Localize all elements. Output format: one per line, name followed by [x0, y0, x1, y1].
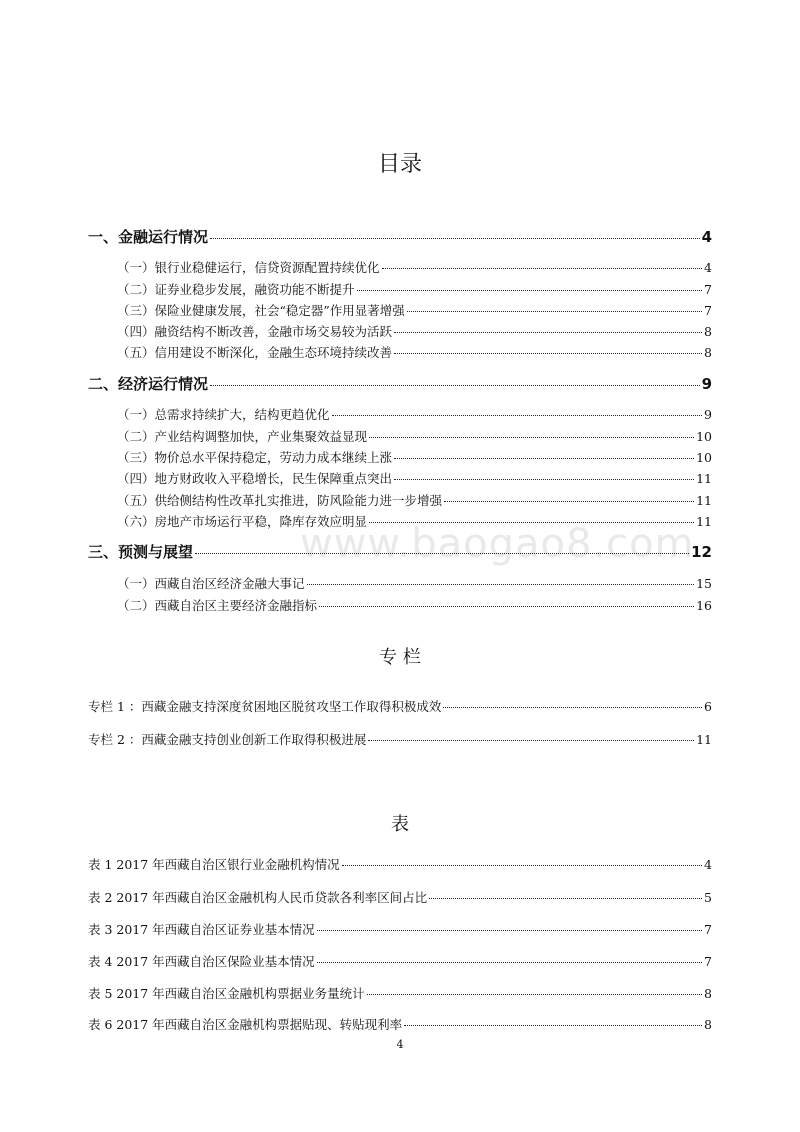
entry-page: 6 — [704, 699, 712, 714]
dot-leader — [368, 740, 694, 741]
toc-section[interactable] — [117, 258, 712, 276]
entry-page: 9 — [701, 375, 712, 393]
entry-page: 10 — [696, 450, 712, 465]
entry-page: 11 — [696, 514, 712, 529]
columns-heading: 专 栏 — [379, 647, 421, 668]
entry-label: （四）融资结构不断改善，金融市场交易较为活跃 — [117, 324, 393, 339]
entry-page: 4 — [704, 857, 712, 872]
toc-section[interactable] — [117, 448, 712, 466]
dot-leader — [319, 606, 694, 607]
toc-chapter[interactable] — [88, 373, 712, 394]
toc-section[interactable] — [117, 301, 712, 319]
toc-section[interactable] — [117, 491, 712, 509]
entry-label: 表 1 2017 年西藏自治区银行业金融机构情况 — [88, 857, 340, 872]
dot-leader — [369, 437, 694, 438]
toc-section[interactable] — [117, 574, 712, 592]
entry-label: 表 6 2017 年西藏自治区金融机构票据贴现、转贴现利率 — [88, 1017, 403, 1032]
entry-label: （三）物价总水平保持稳定，劳动力成本继续上涨 — [117, 450, 393, 465]
entry-label: （一）西藏自治区经济金融大事记 — [117, 576, 305, 591]
watermark: www.baogao8.com — [300, 521, 695, 567]
dot-leader — [394, 458, 694, 459]
entry-label: 三、预测与展望 — [88, 543, 194, 561]
dot-leader — [357, 290, 703, 291]
dot-leader — [367, 994, 702, 995]
dot-leader — [317, 930, 702, 931]
entry-label: 表 4 2017 年西藏自治区保险业基本情况 — [88, 954, 315, 969]
entry-page: 8 — [704, 345, 712, 360]
entry-label: 一、金融运行情况 — [88, 228, 209, 246]
dot-leader — [382, 268, 703, 269]
toc-section[interactable] — [117, 280, 712, 298]
entry-page: 10 — [696, 429, 712, 444]
entry-label: 表 5 2017 年西藏自治区金融机构票据业务量统计 — [88, 986, 365, 1001]
entry-label: （二）西藏自治区主要经济金融指标 — [117, 598, 318, 613]
entry-label: 专栏 1 ：西藏金融支持深度贫困地区脱贫攻坚工作取得积极成效 — [88, 699, 442, 714]
entry-label: （三）保险业健康发展，社会“稳定器”作用显著增强 — [117, 303, 405, 318]
page-number: 4 — [396, 1038, 404, 1051]
entry-page: 11 — [696, 732, 712, 747]
table-entry[interactable] — [88, 1015, 712, 1033]
dot-leader — [394, 332, 702, 333]
dot-leader — [394, 479, 694, 480]
dot-leader — [394, 353, 702, 354]
entry-page: 8 — [704, 1017, 712, 1032]
entry-page: 7 — [704, 282, 712, 297]
dot-leader — [407, 311, 702, 312]
entry-label: （二）证券业稳步发展，融资功能不断提升 — [117, 282, 355, 297]
dot-leader — [210, 238, 700, 239]
dot-leader — [210, 385, 700, 386]
entry-page: 11 — [696, 471, 712, 486]
table-entry[interactable] — [88, 984, 712, 1002]
table-entry[interactable] — [88, 952, 712, 970]
entry-page: 7 — [704, 922, 712, 937]
entry-label: （一）银行业稳健运行，信贷资源配置持续优化 — [117, 260, 380, 275]
toc-chapter[interactable] — [88, 226, 712, 247]
dot-leader — [443, 707, 702, 708]
dot-leader — [317, 962, 702, 963]
entry-label: （一）总需求持续扩大，结构更趋优化 — [117, 407, 330, 422]
page-title: 目录 — [377, 152, 422, 177]
dot-leader — [444, 501, 694, 502]
toc-section[interactable] — [117, 469, 712, 487]
entry-label: 表 2 2017 年西藏自治区金融机构人民币贷款各利率区间占比 — [88, 890, 428, 905]
entry-page: 16 — [696, 598, 712, 613]
table-entry[interactable] — [88, 920, 712, 938]
entry-label: 表 3 2017 年西藏自治区证券业基本情况 — [88, 922, 315, 937]
entry-label: 二、经济运行情况 — [88, 375, 209, 393]
tables-heading: 表 — [391, 814, 409, 835]
toc-section[interactable] — [117, 405, 712, 423]
entry-page: 8 — [704, 324, 712, 339]
dot-leader — [429, 898, 702, 899]
toc-section[interactable] — [117, 596, 712, 614]
entry-label: （五）供给侧结构性改革扎实推进，防风险能力进一步增强 — [117, 493, 443, 508]
entry-page: 4 — [701, 228, 712, 246]
column-entry[interactable] — [88, 730, 712, 748]
entry-page: 4 — [704, 260, 712, 275]
dot-leader — [307, 584, 695, 585]
entry-label: （五）信用建设不断深化，金融生态环境持续改善 — [117, 345, 393, 360]
toc-chapter[interactable] — [88, 541, 712, 562]
toc-section[interactable] — [117, 512, 712, 530]
toc-section[interactable] — [117, 322, 712, 340]
dot-leader — [332, 415, 703, 416]
entry-page: 7 — [704, 954, 712, 969]
table-entry[interactable] — [88, 888, 712, 906]
dot-leader — [342, 865, 702, 866]
entry-label: 专栏 2 ：西藏金融支持创业创新工作取得积极进展 — [88, 732, 367, 747]
entry-label: （四）地方财政收入平稳增长，民生保障重点突出 — [117, 471, 393, 486]
entry-page: 9 — [704, 407, 712, 422]
dot-leader — [404, 1025, 702, 1026]
table-entry[interactable] — [88, 855, 712, 873]
dot-leader — [195, 553, 689, 554]
entry-label: （六）房地产市场运行平稳，降库存效应明显 — [117, 514, 368, 529]
entry-page: 11 — [696, 493, 712, 508]
entry-page: 5 — [704, 890, 712, 905]
entry-page: 15 — [696, 576, 712, 591]
column-entry[interactable] — [88, 697, 712, 715]
toc-section[interactable] — [117, 427, 712, 445]
toc-section[interactable] — [117, 343, 712, 361]
entry-page: 7 — [704, 303, 712, 318]
dot-leader — [369, 522, 694, 523]
entry-label: （二）产业结构调整加快，产业集聚效益显现 — [117, 429, 368, 444]
entry-page: 8 — [704, 986, 712, 1001]
entry-page: 12 — [691, 543, 712, 561]
